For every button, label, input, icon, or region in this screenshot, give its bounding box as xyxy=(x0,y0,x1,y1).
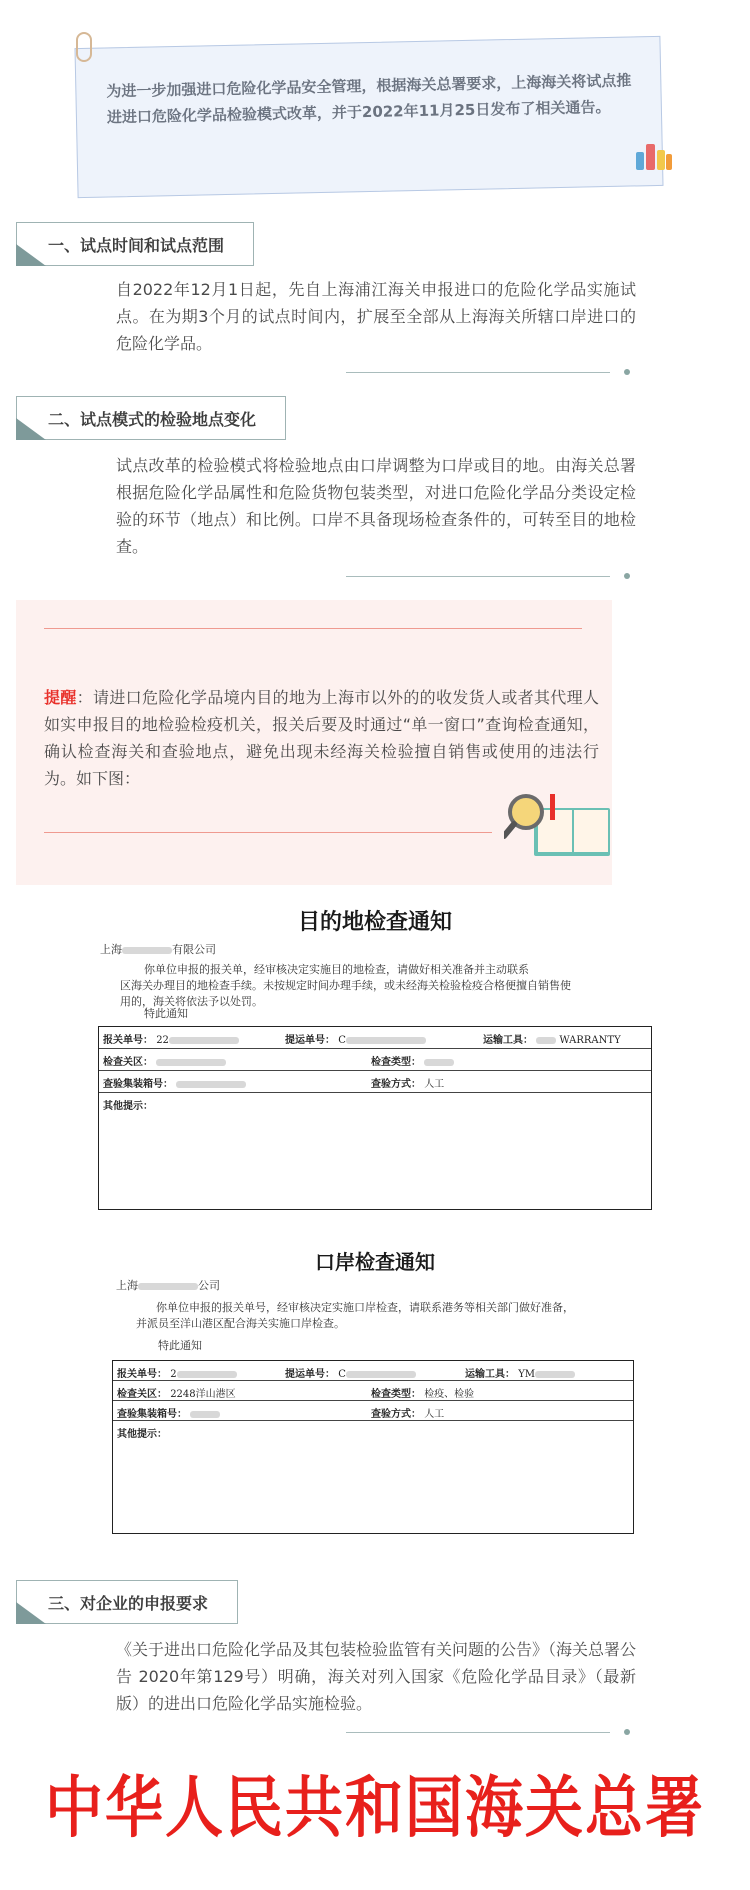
section-body-1: 自2022年12月1日起，先自上海浦江海关申报进口的危险化学品实施试点。在为期3个月的试点时间内，扩展至全部从上海海关所辖口岸进口的危险化学品。 xyxy=(116,280,636,353)
section-title: 二、试点模式的检验地点变化 xyxy=(48,410,257,429)
magnifier-book-icon xyxy=(504,790,614,860)
reminder-top-line xyxy=(44,628,582,629)
divider-dot xyxy=(624,1729,630,1735)
notice-body-line-3: 用的，海关将依法予以处罚。 xyxy=(120,995,263,1008)
paperclip-icon xyxy=(76,32,92,62)
notice-table-destination: 报关单号： 22 提运单号： C 运输工具： WARRANTY 检查关区： 检查类型： 查验集装箱号： 查验方式： 人工 其他提示： xyxy=(98,1026,652,1210)
divider xyxy=(346,372,610,373)
notice-body-line-1: 你单位申报的报关单号，经审核决定实施口岸检查，请联系港务等相关部门做好准备， xyxy=(156,1301,574,1314)
notice-title-destination: 目的地检查通知 xyxy=(297,909,452,935)
divider-dot xyxy=(624,573,630,579)
customs-seal-text: 中华人民共和国海关总署 xyxy=(44,1768,705,1847)
notice-special: 特此通知 xyxy=(158,1339,202,1352)
section-title: 一、试点时间和试点范围 xyxy=(48,236,225,255)
divider xyxy=(346,576,610,577)
reminder-text: 提醒：请进口危险化学品境内目的地为上海市以外的的收发货人或者其代理人如实申报目的地检验检疫机关，报关后要及时通过“单一窗口”查询检查通知，确认检查海关和查验地点，避免出现未经海关检验擅自销售或使用的违法行为。如下图： xyxy=(44,688,599,788)
reminder-box xyxy=(16,600,612,885)
chemical-bottles-icon xyxy=(634,138,674,174)
reminder-bottom-line xyxy=(44,832,492,833)
notice-company: 上海 有限公司 xyxy=(100,943,216,956)
notice-body-line-1: 你单位申报的报关单，经审核决定实施目的地检查，请做好相关准备并主动联系 xyxy=(144,963,529,976)
section-body-3: 《关于进出口危险化学品及其包装检验监管有关问题的公告》（海关总署公告 2020年第129号）明确，海关对列入国家《危险化学品目录》（最新版）的进出口危险化学品实施检验。 xyxy=(116,1640,637,1713)
notice-special: 特此通知 xyxy=(144,1007,188,1020)
notice-title-port: 口岸检查通知 xyxy=(315,1250,435,1274)
notice-company: 上海 公司 xyxy=(116,1279,220,1292)
notice-table-port: 报关单号： 2 提运单号： C 运输工具： YM 检查关区： 2248洋山港区 检查类型： 检疫、检验 查验集装箱号： 查验方式： 人工 其他提示： xyxy=(112,1360,634,1534)
divider xyxy=(346,1732,610,1733)
section-body-2: 试点改革的检验模式将检验地点由口岸调整为口岸或目的地。由海关总署根据危险化学品属性和危险货物包装类型，对进口危险化学品分类设定检验的环节（地点）和比例。口岸不具备现场检查条件的，可转至目的地检查。 xyxy=(116,456,636,556)
notice-body-line-2: 并派员至洋山港区配合海关实施口岸检查。 xyxy=(136,1317,345,1330)
intro-card xyxy=(74,36,663,198)
reminder-label: 提醒 xyxy=(44,688,77,707)
intro-text: 为进一步加强进口危险化学品安全管理，根据海关总署要求，上海海关将试点推进进口危险化学品检验模式改革，并于2022年11月25日发布了相关通告。 xyxy=(106,71,632,127)
section-title: 三、对企业的申报要求 xyxy=(48,1594,209,1613)
notice-body-line-2: 区海关办理目的地检查手续。未按规定时间办理手续，或未经海关检验检疫合格便擅自销售使 xyxy=(120,979,571,992)
divider-dot xyxy=(624,369,630,375)
